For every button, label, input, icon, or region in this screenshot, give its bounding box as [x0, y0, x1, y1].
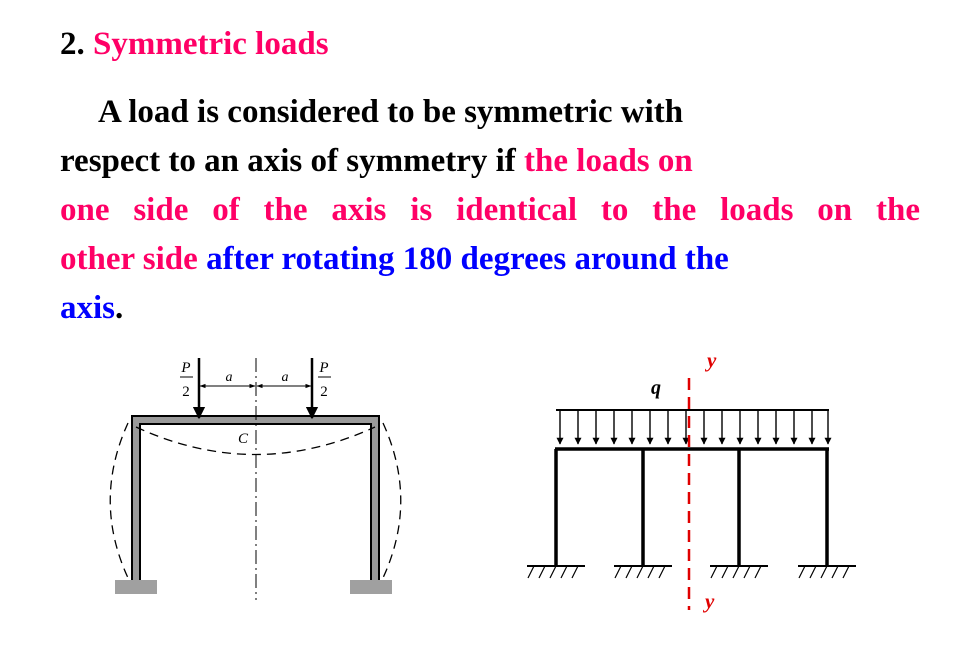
paragraph-line-3: one side of the axis is identical to the loads on the: [60, 192, 920, 228]
section-title: Symmetric loads: [93, 26, 329, 62]
fixed-support-3: [710, 566, 768, 578]
fixed-support-2: [614, 566, 672, 578]
load-right-denominator: 2: [320, 384, 328, 400]
load-right-numerator: P: [319, 360, 329, 376]
load-left-numerator: P: [181, 360, 191, 376]
axis-label-bottom: y: [705, 589, 715, 613]
left-support: [115, 580, 157, 594]
distributed-load-arrows: [560, 410, 828, 444]
deflected-right-column: [382, 423, 401, 580]
center-label: C: [238, 431, 249, 447]
fixed-support-4: [798, 566, 856, 578]
right-support: [350, 580, 392, 594]
paragraph-line-1: A load is considered to be symmetric with: [98, 94, 684, 130]
paragraph-highlight-blue: after rotating 180 degrees around the: [206, 241, 729, 277]
dimension-left-label: a: [225, 370, 233, 385]
axis-label-top: y: [707, 348, 717, 372]
paragraph-highlight-blue: axis: [60, 290, 116, 326]
right-frame-figure: [527, 348, 856, 613]
section-number: 2.: [60, 26, 85, 62]
left-frame-figure: [110, 358, 401, 600]
paragraph-highlight-pink: the loads on: [524, 143, 693, 179]
dimension-right-label: a: [281, 370, 289, 385]
paragraph-period: .: [115, 290, 124, 326]
deflected-left-column: [110, 423, 129, 580]
paragraph-text: respect to an axis of symmetry if: [60, 143, 525, 179]
load-left-denominator: 2: [182, 384, 190, 400]
load-label-q: q: [651, 377, 661, 399]
paragraph-highlight-pink: other side: [60, 241, 207, 277]
fixed-support-1: [527, 566, 585, 578]
